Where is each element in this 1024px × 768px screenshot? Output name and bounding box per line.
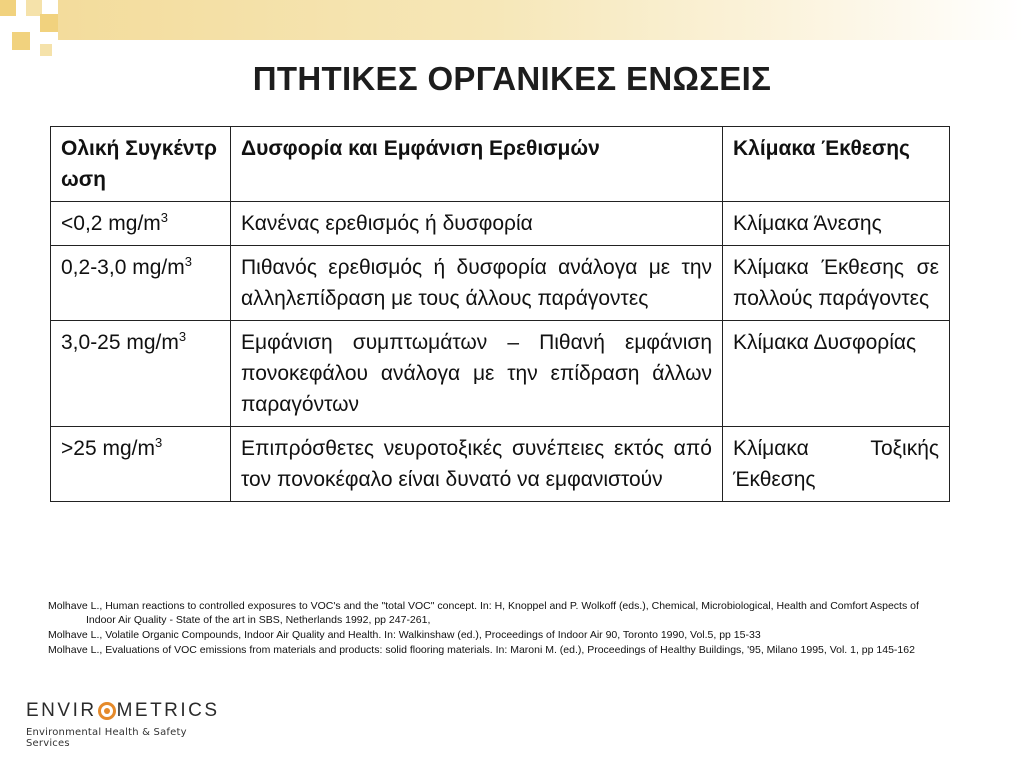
scale-cell: Κλίμακα Άνεσης <box>723 202 950 246</box>
deco-square <box>0 0 16 16</box>
effect-cell: Εμφάνιση συμπτωμάτων – Πιθανή εμφάνιση πονοκεφάλου ανάλογα με την επίδραση άλλων παραγόντων <box>231 321 723 427</box>
reference-item: Molhave L., Volatile Organic Compounds, Indoor Air Quality and Health. In: Walkinshaw (ed.), Proceedings of Indoor Air 90, Toronto 1990, Vol.5, pp 15-33 <box>48 628 761 641</box>
voc-table <box>50 126 950 502</box>
logo-text-right: METRICS <box>116 700 220 721</box>
table-row <box>51 427 950 502</box>
scale-cell: Κλίμακα Τοξικής Έκθεσης <box>723 427 950 502</box>
concentration-cell: <0,2 $mg/m^3$ <box>51 202 231 246</box>
slide-title: ΠΤΗΤΙΚΕΣ ΟΡΓΑΝΙΚΕΣ ΕΝΩΣΕΙΣ <box>252 60 772 97</box>
reference-item: Molhave L., Evaluations of VOC emissions from materials and products: solid flooring materials. In: Maroni M. (ed.), Proceedings of Healthy Buildings, '95, Milano 1995, Vol. 1, pp 145-162 <box>48 643 915 656</box>
deco-square <box>12 32 30 50</box>
logo-wordmark <box>26 700 226 722</box>
scale-cell: Κλίμακα Δυσφορίας <box>723 321 950 427</box>
effect-cell: Κανένας ερεθισμός ή δυσφορία <box>231 202 723 246</box>
header-gradient-bar <box>58 0 1024 40</box>
table-row <box>51 246 950 321</box>
logo-tagline: Environmental Health & Safety Services <box>26 727 187 749</box>
scale-cell: Κλίμακα Έκθεσης σε πολλούς παράγοντες <box>723 246 950 321</box>
table-row <box>51 321 950 427</box>
concentration-cell: >25 $mg/m^3$ <box>51 427 231 502</box>
logo-text-left: ENVIR <box>26 700 97 721</box>
concentration-cell: 0,2-3,0 $mg/m^3$ <box>51 246 231 321</box>
table-row <box>51 202 950 246</box>
references <box>48 600 948 659</box>
envirometrics-logo <box>26 700 226 749</box>
effect-cell: Επιπρόσθετες νευροτοξικές συνέπειες εκτός από τον πονοκέφαλο είναι δυνατό να εμφανιστούν <box>231 427 723 502</box>
deco-square <box>40 14 58 32</box>
effect-cell: Πιθανός ερεθισμός ή δυσφορία ανάλογα με την αλληλεπίδραση με τους άλλους παράγοντες <box>231 246 723 321</box>
header-effects: Δυσφορία και Εμφάνιση Ερεθισμών <box>231 127 723 202</box>
reference-item: Molhave L., Human reactions to controlled exposures to VOC's and the "total VOC" concept. In: H, Knoppel and P. Wolkoff (eds.), Chemical, Microbiological, Health and Comfort Aspects of Indoor Air Quality - State of the art in SBS, Netherlands 1992, pp 247-261, <box>48 600 919 626</box>
header-exposure-scale: Κλίμακα Έκθεσης <box>723 127 950 202</box>
header-concentration: Ολική Συγκέντρωση <box>51 127 231 202</box>
table-header-row <box>51 127 950 202</box>
deco-square <box>40 44 52 56</box>
concentration-cell: 3,0-25 $mg/m^3$ <box>51 321 231 427</box>
logo-ring-icon <box>98 702 116 720</box>
